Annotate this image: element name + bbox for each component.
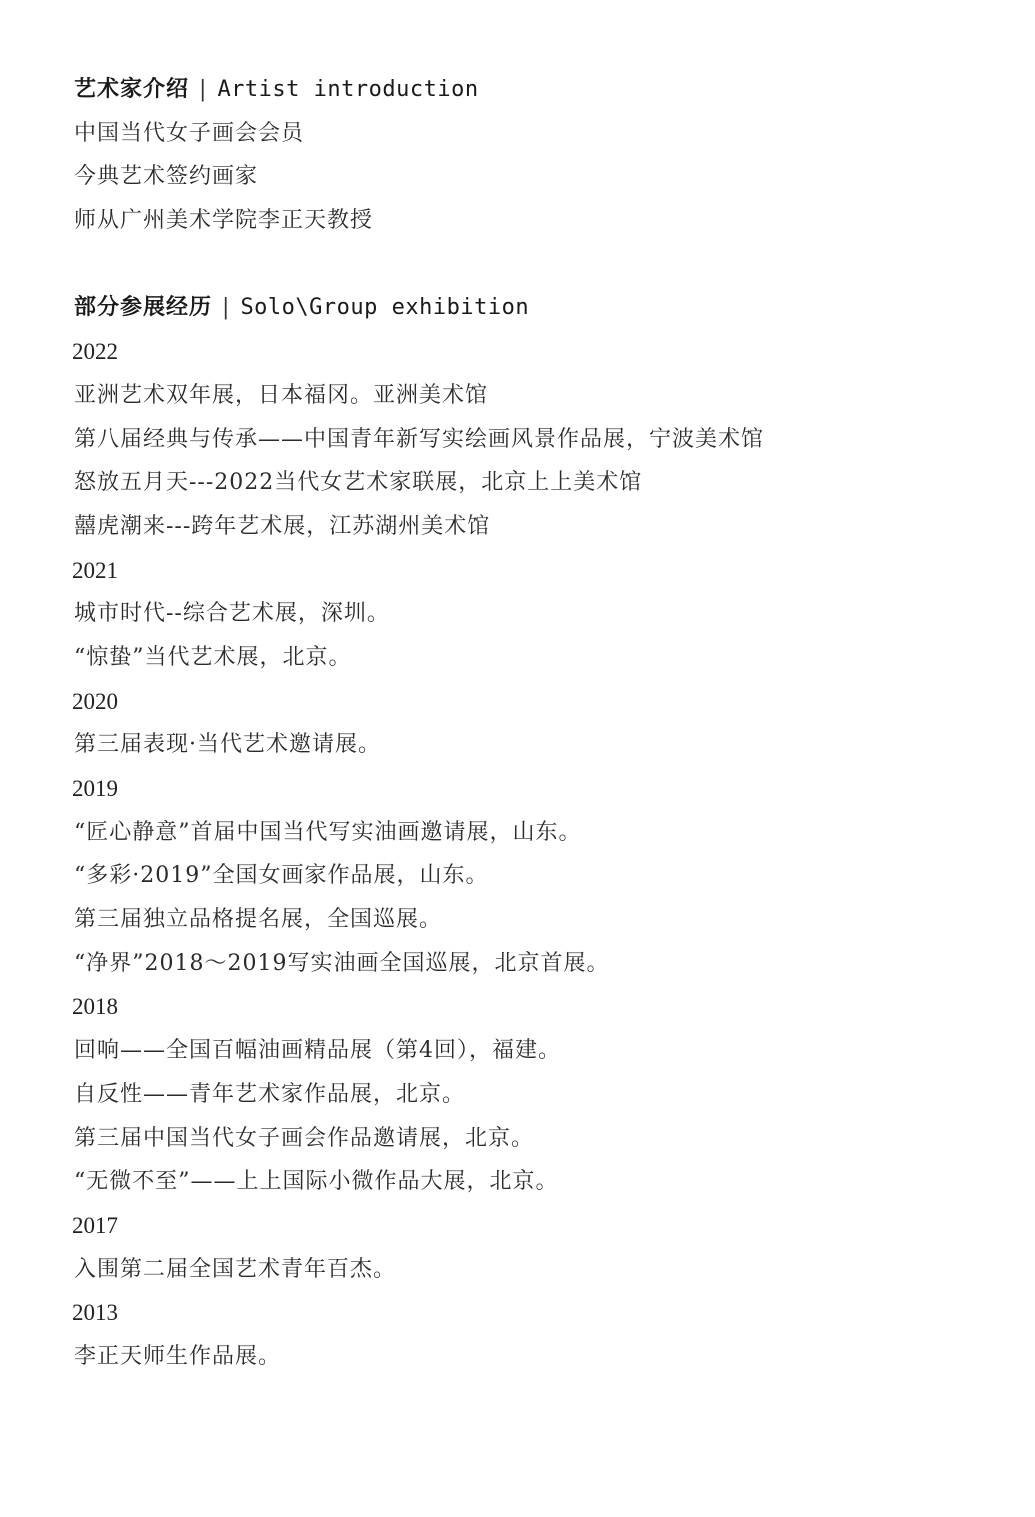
document-body <box>74 68 1004 1379</box>
year-label: 2018 <box>72 994 118 1020</box>
exhibition-item: “惊蛰”当代艺术展，北京。 <box>74 644 352 670</box>
intro-line: 中国当代女子画会会员 <box>74 120 305 146</box>
exhibition-item: 自反性——青年艺术家作品展，北京。 <box>74 1081 466 1107</box>
exhibitions-heading <box>74 286 1004 330</box>
exhibitions-heading-en: Solo\Group exhibition <box>240 295 530 321</box>
intro-heading-en: Artist introduction <box>217 77 479 102</box>
intro-line: 今典艺术签约画家 <box>74 164 259 190</box>
exhibition-item: 城市时代--综合艺术展，深圳。 <box>74 601 390 627</box>
exhibition-item: “匠心静意”首届中国当代写实油画邀请展，山东。 <box>74 819 582 845</box>
exhibition-item: 亚洲艺术双年展，日本福冈。亚洲美术馆 <box>74 382 489 408</box>
intro-heading <box>74 68 1004 112</box>
intro-line: 师从广州美术学院李正天教授 <box>74 208 374 234</box>
year-label: 2022 <box>72 339 118 365</box>
exhibition-item: 囍虎潮来---跨年艺术展，江苏湖州美术馆 <box>74 513 491 539</box>
year-label: 2019 <box>72 776 118 801</box>
exhibition-item: 第八届经典与传承——中国青年新写实绘画风景作品展，宁波美术馆 <box>74 426 765 452</box>
year-label: 2013 <box>72 1300 118 1326</box>
section-gap <box>74 243 1004 287</box>
year-label: 2020 <box>72 688 118 714</box>
exhibition-item: “净界”2018～2019写实油画全国巡展，北京首展。 <box>74 950 610 976</box>
heading-separator: | <box>199 77 208 102</box>
exhibition-item: 第三届表现·当代艺术邀请展。 <box>74 732 381 758</box>
exhibition-item: 第三届独立品格提名展，全国巡展。 <box>74 907 443 933</box>
exhibition-item: 入围第二届全国艺术青年百杰。 <box>74 1256 397 1282</box>
year-label: 2017 <box>72 1212 118 1238</box>
exhibition-item: “多彩·2019”全国女画家作品展，山东。 <box>74 863 489 889</box>
exhibitions-heading-cn: 部分参展经历 <box>74 294 213 321</box>
exhibition-item: “无微不至”——上上国际小微作品大展，北京。 <box>74 1169 559 1195</box>
intro-heading-cn: 艺术家介绍 <box>74 76 190 102</box>
exhibition-item: 怒放五月天---2022当代女艺术家联展，北京上上美术馆 <box>74 470 643 496</box>
heading-separator: | <box>222 295 231 321</box>
year-label: 2021 <box>72 557 118 583</box>
exhibition-item: 回响——全国百幅油画精品展（第4回），福建。 <box>74 1038 561 1064</box>
exhibition-item: 第三届中国当代女子画会作品邀请展，北京。 <box>74 1125 535 1151</box>
exhibition-item: 李正天师生作品展。 <box>74 1343 282 1369</box>
